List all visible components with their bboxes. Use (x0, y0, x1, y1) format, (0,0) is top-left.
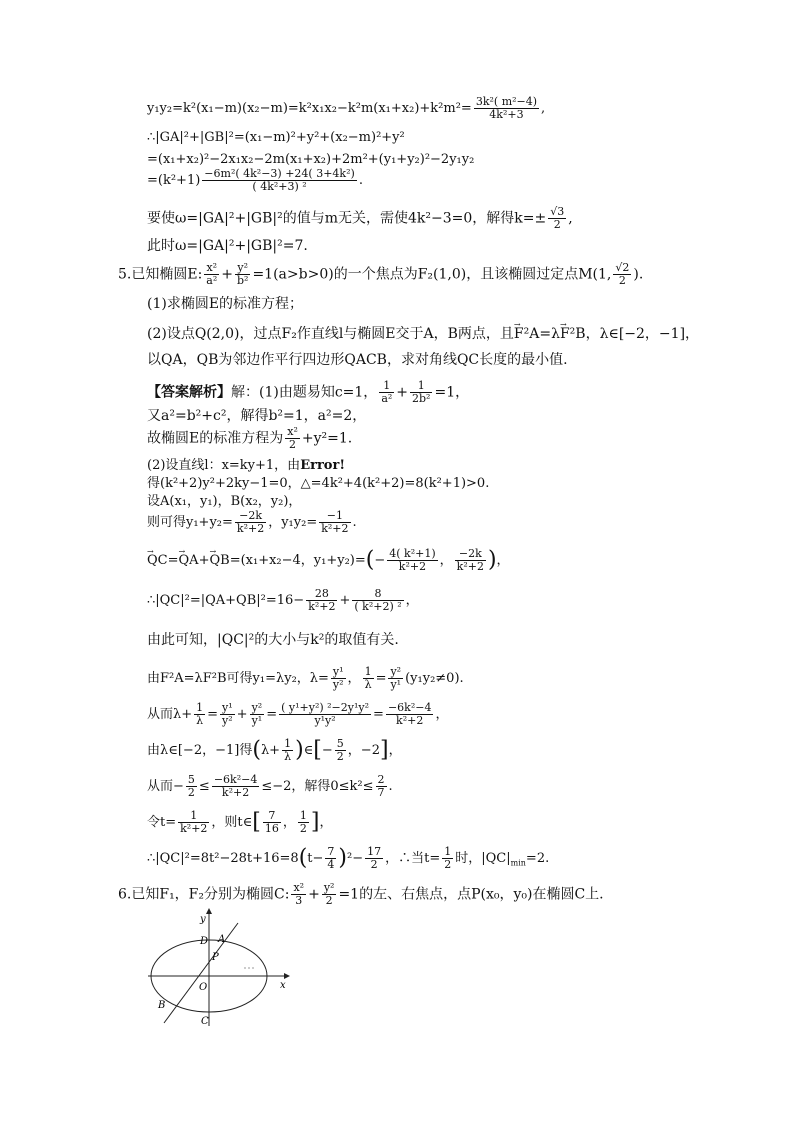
x-axis-arrow (284, 973, 290, 979)
ellipse-figure (148, 908, 290, 1026)
text-line: 设A(x₁，y₁)，B(x₂，y₂)， (147, 494, 302, 509)
label-b: B (158, 1000, 166, 1011)
text-line: ∴|QC|²=8t²−28t+16=8(t− $\frac{7}{4}$ )²− $\frac{17}{2}$ ，∴当t= $\frac{1}{2}$ 时，$|QC|_{min}=2$. (147, 845, 550, 871)
label-y: y (200, 914, 206, 925)
text-line: 故椭圆E的标准方程为 $\frac{\text{x²}}{2}$ +y²=1. (147, 425, 353, 451)
text-line: ∴|QC|²=|QA+QB|²=16− $\frac{28}{\text{k²+2}}$ + $\frac{8}{\text{( k²+2) ²}}$ ， (147, 587, 419, 613)
text-line: ∴|GA|²+|GB|²=(x₁−m)²+y²+(x₂−m)²+y² (147, 130, 405, 145)
fraction: $\frac{\text{3k²( m²−4)}}{\text{4k²+3}}$ (475, 95, 538, 121)
text-line: 又a²=b²+c²，解得b²=1，a²=2， (147, 408, 367, 424)
fraction: $\frac{√3}{2}$ (550, 205, 565, 231)
label-x: x (280, 980, 286, 991)
question-part-2: (2)设点Q(2,0)，过点F₂作直线l与椭圆E交于A，B两点，且→ F²A=λ→ F²B，λ∈[−2，−1]， (147, 326, 699, 342)
text-line: 由λ∈[−2，−1]得(λ+ $\frac{1}{\lambda}$ )∈[− $\frac{5}{2}$ ，−2]， (147, 737, 402, 763)
question-6: 6.已知F₁，F₂分别为椭圆C: $\frac{\text{x²}}{3}$ + $\frac{\text{y²}}{2}$ =1的左、右焦点，点P(x₀，y₀)在椭圆C上. (118, 881, 604, 907)
question-part-1: (1)求椭圆E的标准方程； (147, 296, 304, 312)
question-5: 5.已知椭圆E: $\frac{\text{x²}}{\text{a²}}$ + $\frac{\text{y²}}{\text{b²}}$ =1(a>b>0)的一个焦点为F₂(1,0)，且该椭圆过定点M(1, $\frac{√2}{2}$ ). (118, 261, 644, 287)
answer-line: 【答案解析】解：(1)由题易知c=1， $\frac{1}{\text{a²}}$ + $\frac{1}{\text{2b²}}$ =1， (147, 379, 470, 405)
fraction: $\frac{\text{−6m²( 4k²−3) +24( 3+4k²)}}{\text{( 4k²+3) ²}}$ (204, 167, 355, 193)
text-line: y₁y₂=k²(x₁−m)(x₂−m)=k²x₁x₂−k²m(x₁+x₂)+k²m²= $\frac{\text{3k²( m²−4)}}{\text{4k²+3}}$ , (147, 95, 546, 121)
label-a: A (218, 934, 226, 945)
label-c: C (201, 1016, 209, 1026)
text-line: 得(k²+2)y²+2ky−1=0，△=4k²+4(k²+2)=8(k²+1)>0. (147, 476, 490, 491)
label-o: O (199, 982, 208, 993)
label-d: D (200, 936, 209, 947)
label-p: P (212, 952, 219, 963)
text-line: 则可得y₁+y₂= $\frac{-2k}{\text{k²+2}}$ ，y₁y₂= $\frac{-1}{\text{k²+2}}$ . (147, 509, 357, 535)
text-line: =(k²+1) $\frac{\text{−6m²( 4k²−3) +24( 3+4k²)}}{\text{( 4k²+3) ²}}$ . (147, 167, 363, 193)
text-line: 由F²A=λF²B可得y₁=λy₂，λ= $\frac{\text{y¹}}{\text{y²}}$ ， $\frac{1}{\lambda}$ = $\frac{\text{y²}}{\text{y¹}}$ (y₁y₂≠0). (147, 665, 464, 691)
text-line: (2)设直线l：x=ky+1，由Error! (147, 458, 346, 473)
text-line: 令t= $\frac{1}{\text{k²+2}}$ ，则t∈[ $\frac{7}{16}$ ， $\frac{1}{2}$ ]， (147, 809, 333, 835)
text-line: 从而λ+ $\frac{1}{\lambda}$ = $\frac{\text{y¹}}{\text{y²}}$ + $\frac{\text{y²}}{\text{y¹}}$ = $\frac{\text{( y¹+y²) ²−2y¹y²}}{\text{y¹y²}}$ = $\frac{\text{−6k²−4}}{\text{k²+2}}$ ， (147, 701, 449, 727)
answer-label: 【答案解析】 (147, 384, 231, 401)
text-line: =(x₁+x₂)²−2x₁x₂−2m(x₁+x₂)+2m²+(y₁+y₂)²−2y₁y₂ (147, 152, 475, 167)
text-line: 从而− $\frac{5}{2}$ ≤ $\frac{\text{−6k²−4}}{\text{k²+2}}$ ≤−2，解得0≤k²≤ $\frac{2}{7}$ . (147, 773, 393, 799)
text-line: 此时ω=|GA|²+|GB|²=7. (147, 238, 308, 254)
text-line: 由此可知，|QC|²的大小与k²的取值有关. (147, 632, 399, 648)
y-axis-arrow (206, 908, 212, 914)
text-line: → QC=→ QA+→ QB=(x₁+x₂−4，y₁+y₂)=(− $\frac{\text{4( k²+1)}}{\text{k²+2}}$ ， $\frac{-2k}{\text{k²+2}}$ )， (147, 548, 510, 573)
text-line: 以QA，QB为邻边作平行四边形QACB，求对角线QC长度的最小值. (147, 352, 568, 368)
text-line: 要使ω=|GA|²+|GB|²的值与m无关，需使4k²−3=0，解得k=± $\frac{√3}{2}$ , (147, 205, 573, 231)
